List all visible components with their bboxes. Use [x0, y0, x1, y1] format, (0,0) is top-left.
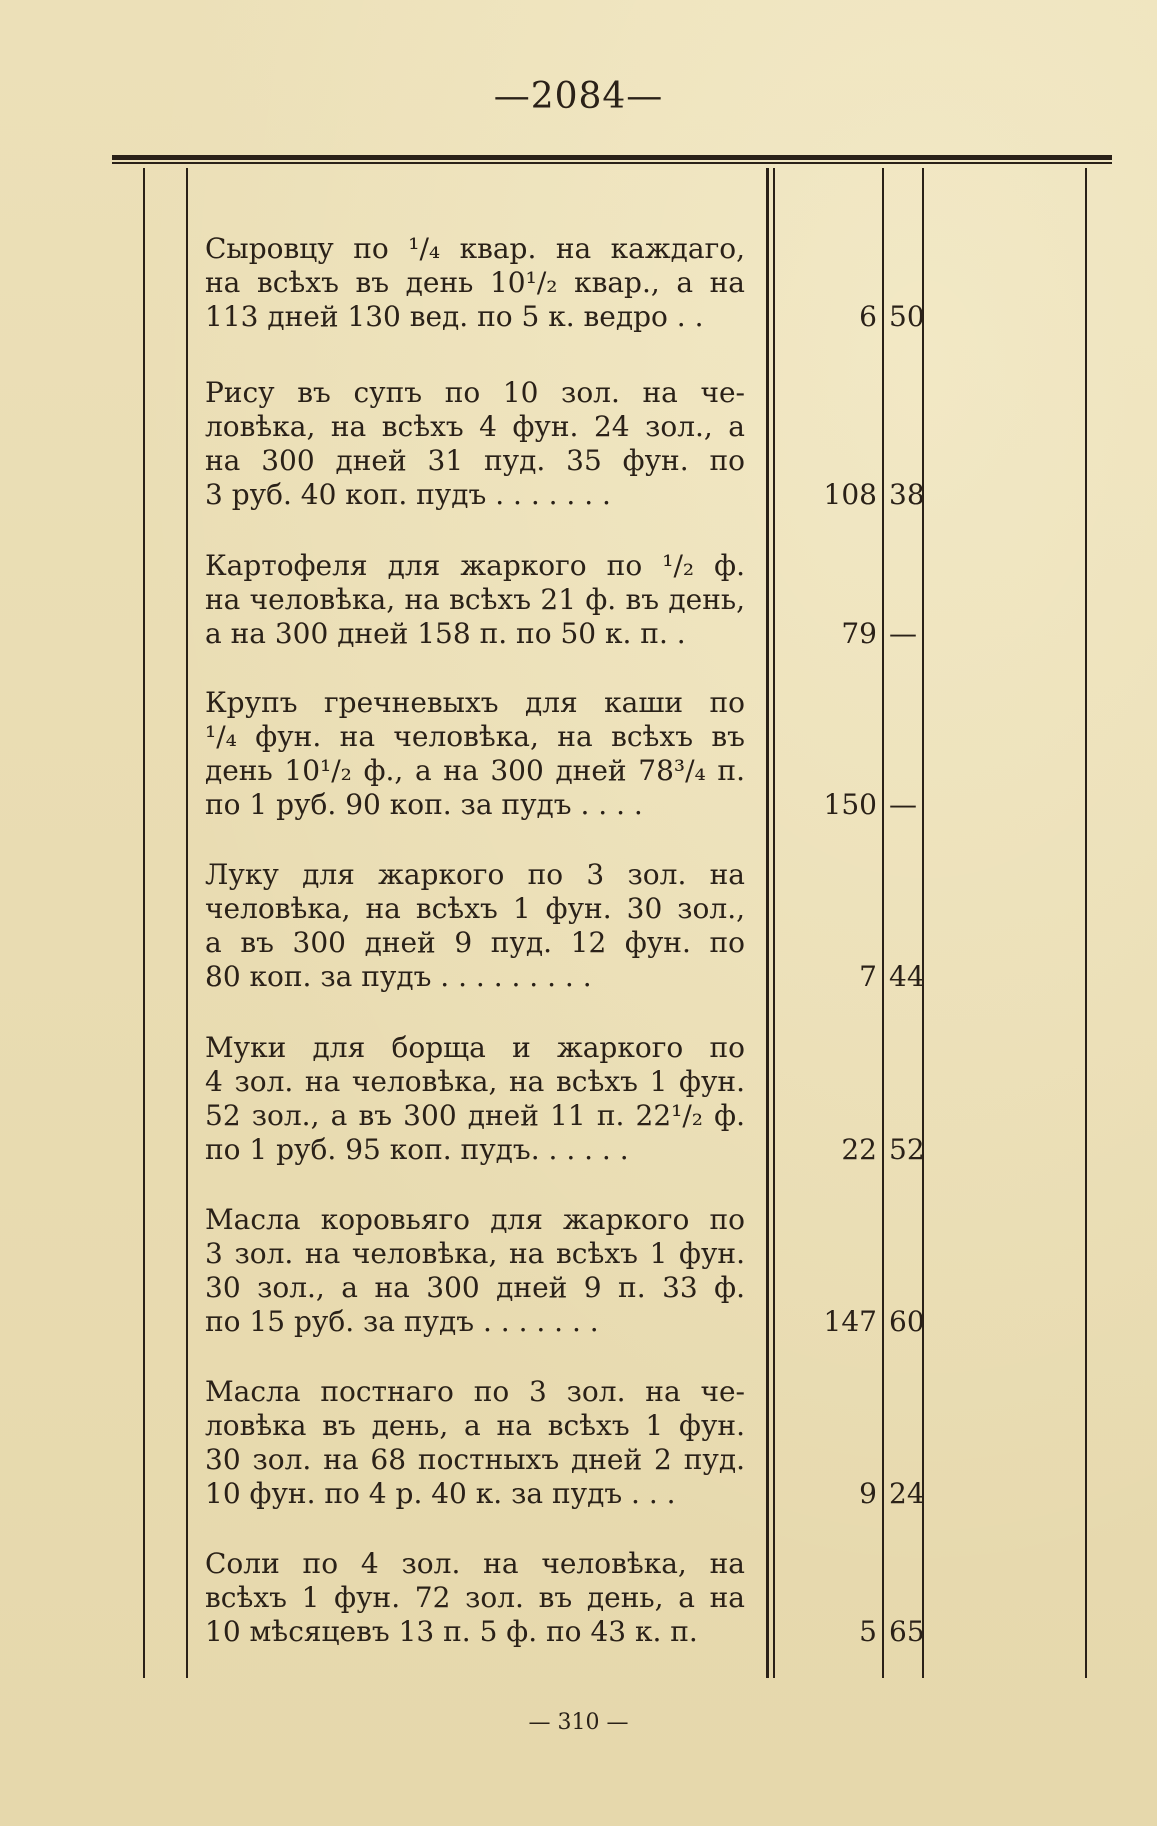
row-description: Муки для борща и жаркого по 4 зол. на человѣка, на всѣхъ 1 фун. 52 зол., а въ 300 дней 11 п. 22¹/₂ ф. по 1 руб. 95 коп. пудъ. . . . . .: [205, 1031, 745, 1166]
row-rubles: 5: [859, 1615, 877, 1648]
row-kopecks: 24: [889, 1477, 925, 1510]
page-header-number: —2084—: [493, 76, 664, 117]
top-rule-thin: [112, 162, 1112, 164]
row-kopecks: 50: [889, 300, 925, 333]
row-rubles: 22: [841, 1133, 877, 1166]
row-rubles: 6: [859, 300, 877, 333]
page-footer-number: — 310 —: [528, 1710, 629, 1735]
table-column-divider: [773, 168, 775, 1678]
row-kopecks: 65: [889, 1615, 925, 1648]
row-kopecks: 44: [889, 960, 925, 993]
row-rubles: 150: [823, 788, 877, 821]
row-description: Крупъ гречневыхъ для каши по ¹/₄ фун. на человѣка, на всѣхъ въ день 10¹/₂ ф., а на 300 дней 78³/₄ п. по 1 руб. 90 коп. за пудъ . . . .: [205, 686, 745, 821]
row-description: Масла коровьяго для жаркого по 3 зол. на человѣка, на всѣхъ 1 фун. 30 зол., а на 300 дней 9 п. 33 ф. по 15 руб. за пудъ . . . . . . .: [205, 1203, 745, 1338]
row-kopecks: 60: [889, 1305, 925, 1338]
row-description: Луку для жаркого по 3 зол. на человѣка, на всѣхъ 1 фун. 30 зол., а въ 300 дней 9 пуд. 12 фун. по 80 коп. за пудъ . . . . . . . . .: [205, 858, 745, 993]
row-kopecks: 38: [889, 478, 925, 511]
row-rubles: 108: [823, 478, 877, 511]
row-rubles: 147: [823, 1305, 877, 1338]
row-rubles: 79: [841, 617, 877, 650]
row-description: Картофеля для жаркого по ¹/₂ ф. на человѣка, на всѣхъ 21 ф. въ день, а на 300 дней 158 п. по 50 к. п. .: [205, 549, 745, 650]
row-description: Масла постнаго по 3 зол. на че- ловѣка въ день, а на всѣхъ 1 фун. 30 зол. на 68 постныхъ дней 2 пуд. 10 фун. по 4 р. 40 к. за пудъ . . .: [205, 1375, 745, 1510]
table-border-right: [1085, 168, 1087, 1678]
row-kopecks: 52: [889, 1133, 925, 1166]
row-kopecks: —: [889, 617, 917, 650]
table-column-divider: [186, 168, 188, 1678]
row-rubles: 9: [859, 1477, 877, 1510]
row-description: Соли по 4 зол. на человѣка, на всѣхъ 1 фун. 72 зол. въ день, а на 10 мѣсяцевъ 13 п. 5 ф. по 43 к. п.: [205, 1547, 745, 1648]
table-column-divider: [766, 168, 769, 1678]
row-description: Рису въ супъ по 10 зол. на че- ловѣка, на всѣхъ 4 фун. 24 зол., а на 300 дней 31 пуд. 35 фун. по 3 руб. 40 коп. пудъ . . . . . . .: [205, 376, 745, 511]
row-kopecks: —: [889, 788, 917, 821]
row-description: Сыровцу по ¹/₄ квар. на каждаго, на всѣхъ въ день 10¹/₂ квар., а на 113 дней 130 вед. по 5 к. ведро . .: [205, 232, 745, 333]
row-rubles: 7: [859, 960, 877, 993]
table-border-left: [143, 168, 145, 1678]
top-rule: [112, 155, 1112, 160]
table-column-divider: [882, 168, 884, 1678]
table-column-divider: [922, 168, 924, 1678]
